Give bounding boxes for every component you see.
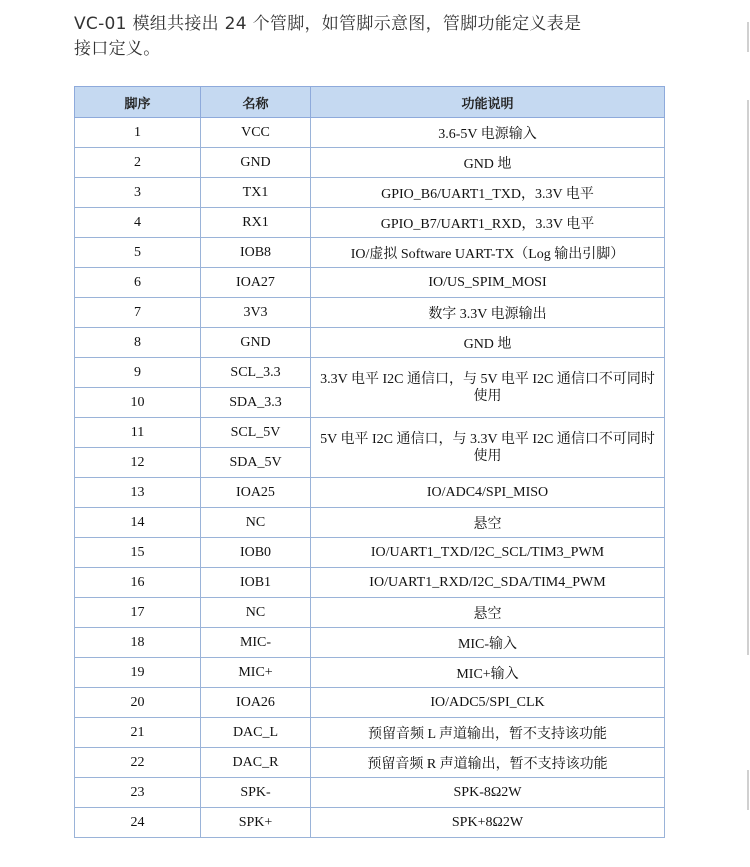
pin-function-merged: 5V 电平 I2C 通信口，与 3.3V 电平 I2C 通信口不可同时使用 — [311, 418, 665, 478]
pin-function: IO/虚拟 Software UART-TX（Log 输出引脚） — [311, 238, 665, 268]
pin-name: RX1 — [201, 208, 311, 238]
pin-function: GND 地 — [311, 328, 665, 358]
pin-function-merged: 3.3V 电平 I2C 通信口，与 5V 电平 I2C 通信口不可同时使用 — [311, 358, 665, 418]
pin-name: SCL_5V — [201, 418, 311, 448]
pin-name: TX1 — [201, 178, 311, 208]
pin-number: 3 — [75, 178, 201, 208]
pin-number: 18 — [75, 628, 201, 658]
pin-function: 预留音频 L 声道输出，暂不支持该功能 — [311, 718, 665, 748]
pin-number: 9 — [75, 358, 201, 388]
pin-number: 7 — [75, 298, 201, 328]
pin-name: IOA26 — [201, 688, 311, 718]
pin-function: GPIO_B6/UART1_TXD，3.3V 电平 — [311, 178, 665, 208]
pin-function: MIC+输入 — [311, 658, 665, 688]
table-row — [75, 688, 665, 718]
pin-number: 6 — [75, 268, 201, 298]
pin-function: 数字 3.3V 电源输出 — [311, 298, 665, 328]
pin-name: NC — [201, 508, 311, 538]
pin-name: IOB8 — [201, 238, 311, 268]
table-row — [75, 238, 665, 268]
table-header-row — [75, 87, 665, 118]
pin-number: 22 — [75, 748, 201, 778]
pin-name: SPK- — [201, 778, 311, 808]
pin-number: 5 — [75, 238, 201, 268]
pin-number: 12 — [75, 448, 201, 478]
pin-function: 悬空 — [311, 508, 665, 538]
pin-name: IOA27 — [201, 268, 311, 298]
table-row — [75, 118, 665, 148]
pin-number: 11 — [75, 418, 201, 448]
table-row — [75, 538, 665, 568]
table-row — [75, 268, 665, 298]
pin-name: DAC_R — [201, 748, 311, 778]
pin-name: IOB0 — [201, 538, 311, 568]
table-row — [75, 208, 665, 238]
pin-function: 3.6-5V 电源输入 — [311, 118, 665, 148]
intro-line-2: 接口定义。 — [74, 39, 161, 59]
pin-function: IO/ADC5/SPI_CLK — [311, 688, 665, 718]
pin-number: 1 — [75, 118, 201, 148]
pin-name: DAC_L — [201, 718, 311, 748]
pin-number: 13 — [75, 478, 201, 508]
pin-number: 17 — [75, 598, 201, 628]
page-edge-divider — [745, 0, 750, 867]
table-row — [75, 298, 665, 328]
pin-number: 23 — [75, 778, 201, 808]
pin-function: 悬空 — [311, 598, 665, 628]
pin-number: 15 — [75, 538, 201, 568]
header-function: 功能说明 — [311, 87, 665, 118]
pin-function: GPIO_B7/UART1_RXD，3.3V 电平 — [311, 208, 665, 238]
pin-number: 19 — [75, 658, 201, 688]
table-row — [75, 508, 665, 538]
pin-name: SPK+ — [201, 808, 311, 838]
table-row — [75, 598, 665, 628]
table-row — [75, 478, 665, 508]
table-row — [75, 718, 665, 748]
table-row — [75, 328, 665, 358]
table-row — [75, 568, 665, 598]
pin-definition-table — [74, 86, 665, 838]
intro-line-1: VC-01 模组共接出 24 个管脚，如管脚示意图，管脚功能定义表是 — [74, 14, 582, 34]
table-row — [75, 178, 665, 208]
pin-number: 2 — [75, 148, 201, 178]
pin-name: 3V3 — [201, 298, 311, 328]
table-row — [75, 148, 665, 178]
pin-number: 16 — [75, 568, 201, 598]
header-pin-number: 脚序 — [75, 87, 201, 118]
pin-number: 14 — [75, 508, 201, 538]
pin-name: IOB1 — [201, 568, 311, 598]
pin-name: MIC- — [201, 628, 311, 658]
pin-name: SDA_5V — [201, 448, 311, 478]
pin-name: VCC — [201, 118, 311, 148]
pin-function: 预留音频 R 声道输出，暂不支持该功能 — [311, 748, 665, 778]
pin-name: GND — [201, 148, 311, 178]
table-row — [75, 628, 665, 658]
pin-name: SDA_3.3 — [201, 388, 311, 418]
table-row — [75, 808, 665, 838]
pin-name: NC — [201, 598, 311, 628]
intro-paragraph — [74, 12, 694, 62]
pin-function: SPK+8Ω2W — [311, 808, 665, 838]
pin-number: 4 — [75, 208, 201, 238]
table-row — [75, 418, 665, 448]
pin-function: IO/UART1_TXD/I2C_SCL/TIM3_PWM — [311, 538, 665, 568]
pin-function: IO/UART1_RXD/I2C_SDA/TIM4_PWM — [311, 568, 665, 598]
table-row — [75, 658, 665, 688]
pin-number: 8 — [75, 328, 201, 358]
header-pin-name: 名称 — [201, 87, 311, 118]
pin-number: 21 — [75, 718, 201, 748]
pin-number: 10 — [75, 388, 201, 418]
table-row — [75, 748, 665, 778]
pin-function: IO/US_SPIM_MOSI — [311, 268, 665, 298]
pin-number: 24 — [75, 808, 201, 838]
pin-function: IO/ADC4/SPI_MISO — [311, 478, 665, 508]
pin-name: IOA25 — [201, 478, 311, 508]
pin-function: MIC-输入 — [311, 628, 665, 658]
pin-number: 20 — [75, 688, 201, 718]
pin-name: GND — [201, 328, 311, 358]
pin-function: GND 地 — [311, 148, 665, 178]
pin-function: SPK-8Ω2W — [311, 778, 665, 808]
pin-name: MIC+ — [201, 658, 311, 688]
pin-name: SCL_3.3 — [201, 358, 311, 388]
table-row — [75, 778, 665, 808]
table-row — [75, 358, 665, 388]
